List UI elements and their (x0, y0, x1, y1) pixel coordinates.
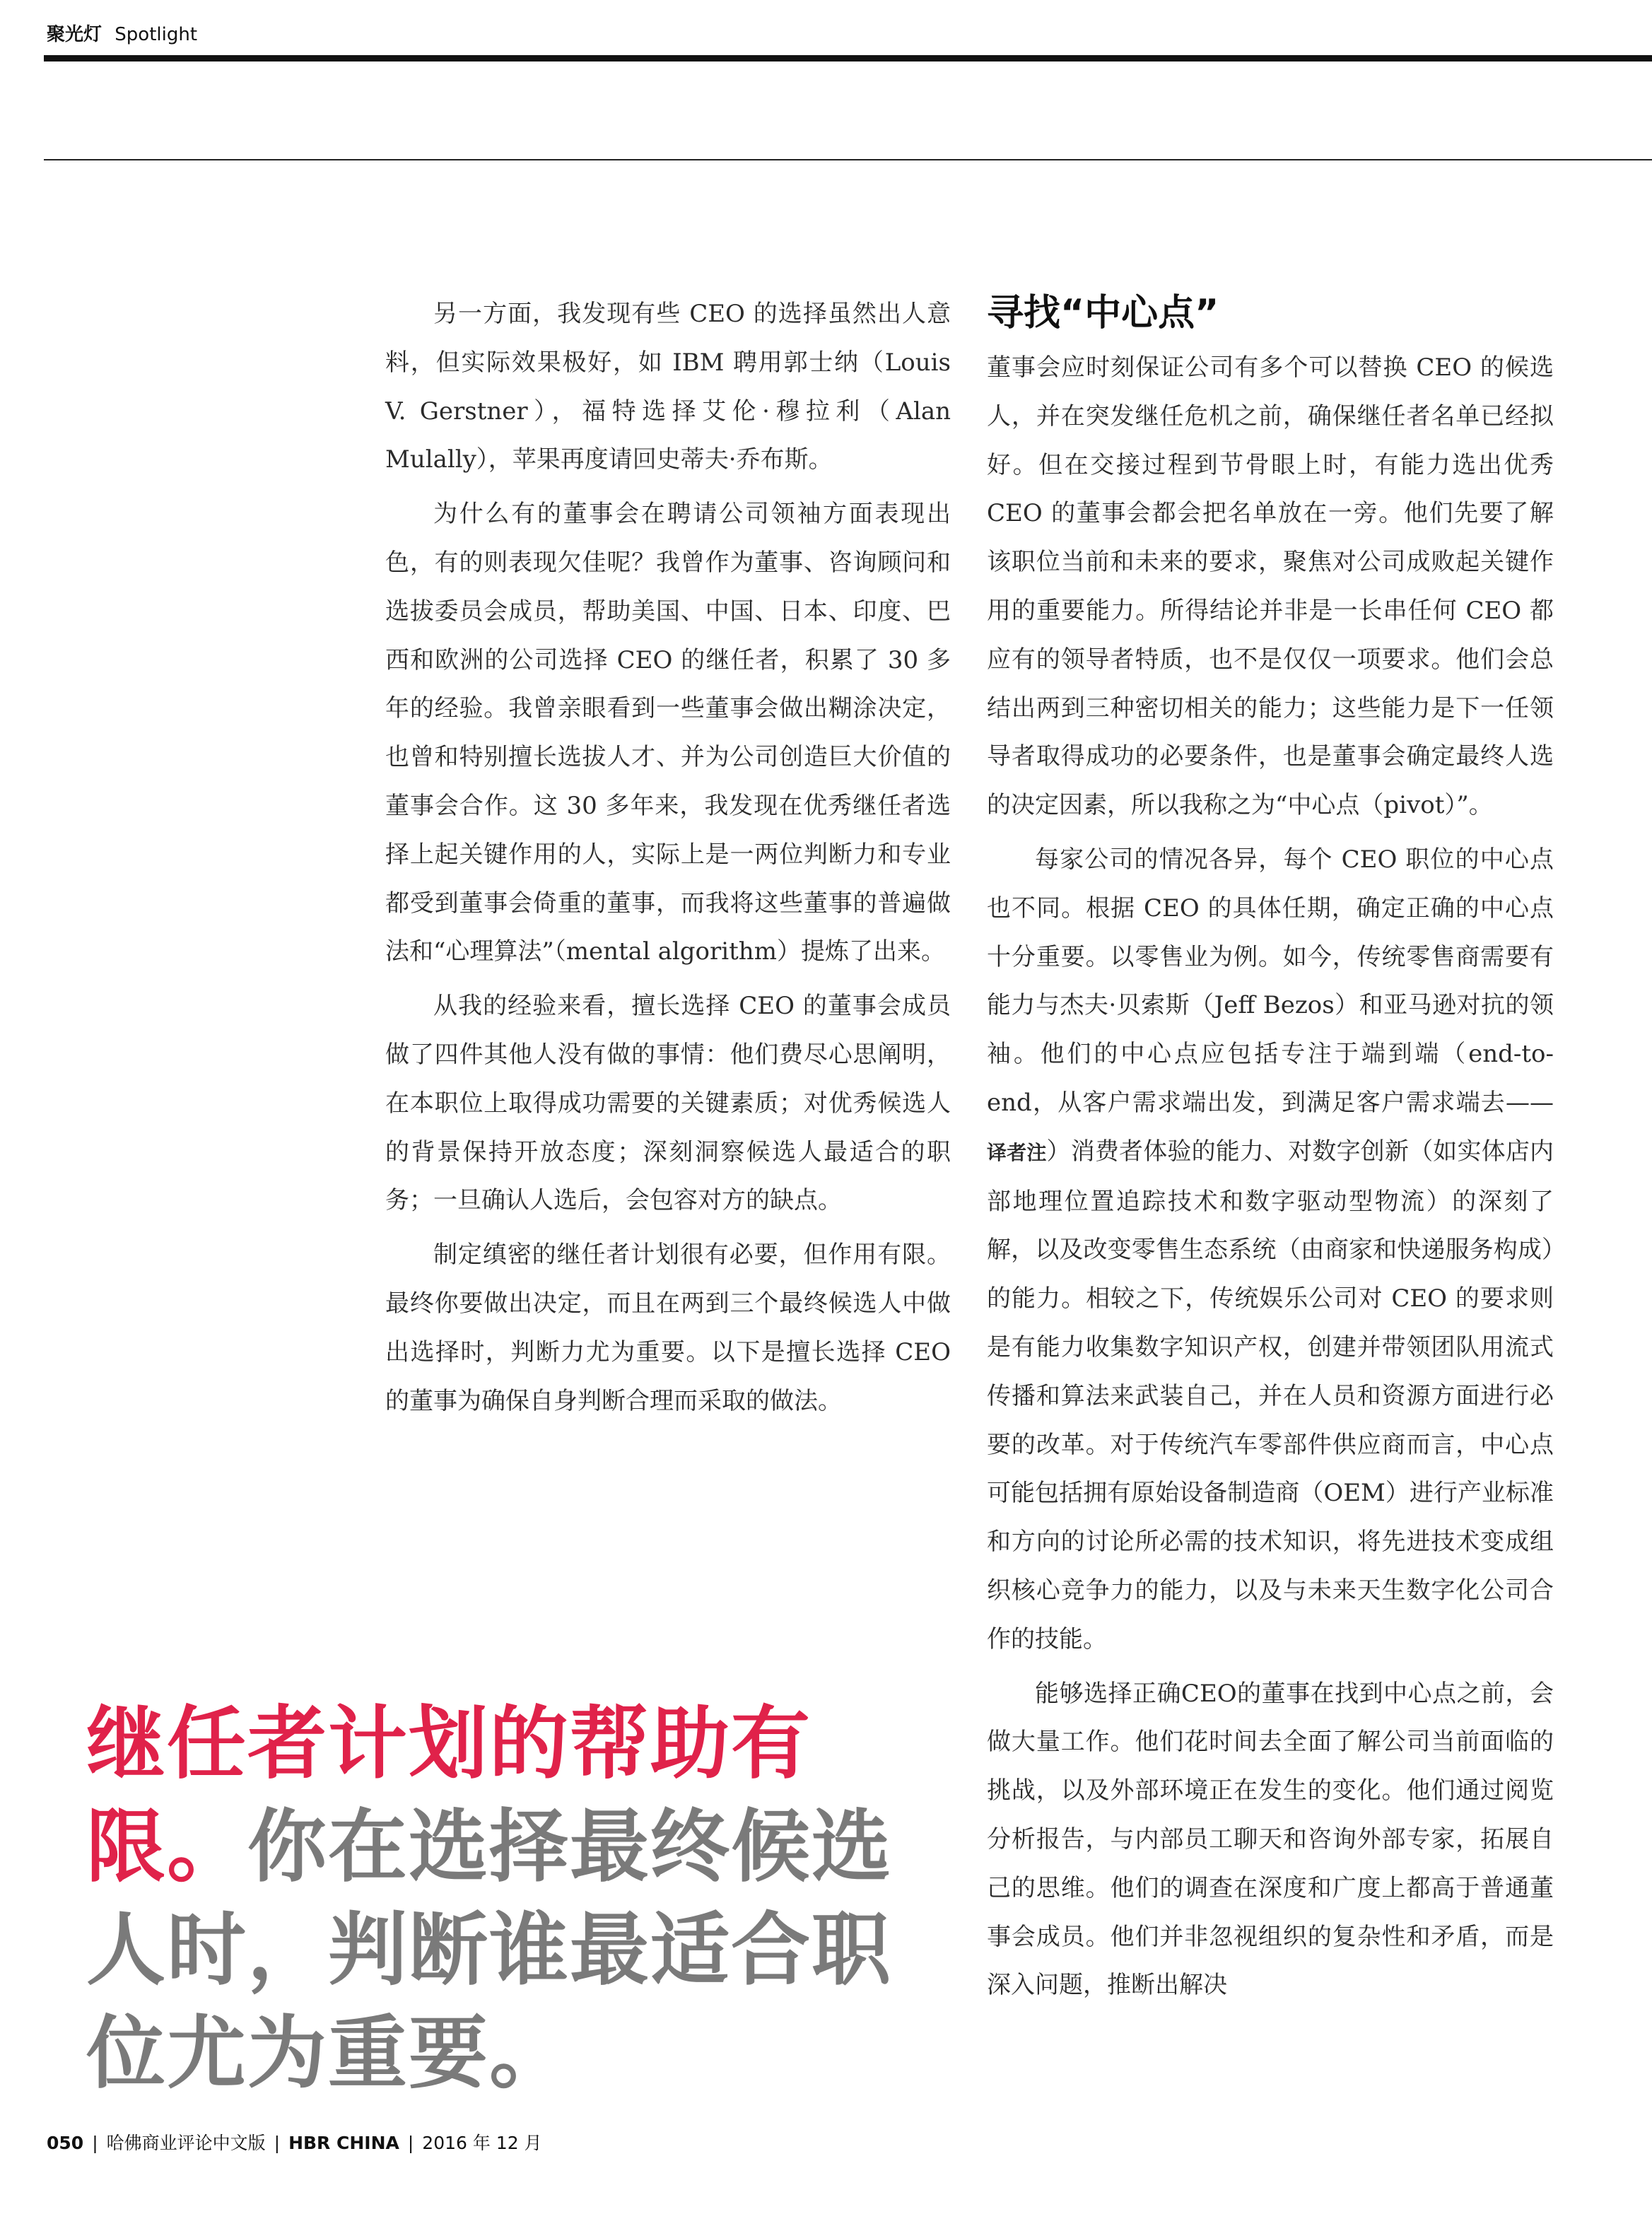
issue-date: 2016 年 12 月 (422, 2133, 542, 2153)
header-rule (44, 55, 1652, 62)
section-label-cn: 聚光灯 (47, 24, 102, 45)
pull-quote-body: 你在选择最终候选人时，判断谁最适合职位尤为重要。 (86, 1800, 892, 2099)
footer-separator: | (407, 2133, 414, 2153)
footer-separator: | (274, 2133, 281, 2153)
header-subrule (44, 159, 1652, 160)
section-heading: 寻找“中心点” (987, 292, 1219, 334)
paragraph: 能够选择正确CEO的董事在找到中心点之前，会做大量工作。他们花时间去全面了解公司当前面临的挑战，以及外部环境正在发生的变化。他们通过阅览分析报告，与内部员工聊天和咨询外部专家，拓展自己的思维。他们的调查在深度和广度上都高于普通董事会成员。他们并非忽视组织的复杂性和矛盾，而是深入问题，推断出解决 (987, 1679, 1554, 2000)
section-header (47, 20, 197, 46)
paragraph (987, 836, 1554, 1664)
magazine-name-en: HBR CHINA (288, 2133, 399, 2153)
paragraph-text: ）消费者体验的能力、对数字创新（如实体店内部地理位置追踪技术和数字驱动型物流）的深刻了解，以及改变零售生态系统（由商家和快递服务构成）的能力。相较之下，传统娱乐公司对 CEO 的要求则是有能力收集数字知识产权，创建并带领团队用流式传播和算法来武装自己，并在人员和资源方面进行必要的改革。对于传统汽车零部件供应商而言，中心点可能包括拥有原始设备制造商（OEM）进行产业标准和方向的讨论所必需的技术知识，将先进技术变成组织核心竞争力的能力，以及与未来天生数字化公司合作的技能。 (987, 1137, 1554, 1653)
page-number: 050 (47, 2133, 84, 2153)
paragraph: 为什么有的董事会在聘请公司领袖方面表现出色，有的则表现欠佳呢？我曾作为董事、咨询顾问和选拔委员会成员，帮助美国、中国、日本、印度、巴西和欧洲的公司选择 CEO 的继任者，积累了 30 多年的经验。我曾亲眼看到一些董事会做出糊涂决定，也曾和特别擅长选拔人才、并为公司创造巨大价值的董事会合作。这 30 多年来，我发现在优秀继任者选择上起关键作用的人，实际上是一两位判断力和专业都受到董事会倚重的董事，而我将这些董事的普遍做法和“心理算法”（mental algorithm）提炼了出来。 (385, 500, 951, 966)
footer-separator: | (92, 2133, 98, 2153)
translator-note: 译者注 (987, 1140, 1047, 1164)
paragraph: 从我的经验来看，擅长选择 CEO 的董事会成员做了四件其他人没有做的事情：他们费尽心思阐明，在本职位上取得成功需要的关键素质；对优秀候选人的背景保持开放态度；深刻洞察候选人最适合的职务；一旦确认人选后，会包容对方的缺点。 (385, 992, 951, 1215)
pull-quote-highlight: 继任者计划的帮助有限。 (86, 1697, 812, 1893)
paragraph: 制定缜密的继任者计划很有必要，但作用有限。最终你要做出决定，而且在两到三个最终候选人中做出选择时，判断力尤为重要。以下是擅长选择 CEO 的董事为确保自身判断合理而采取的做法。 (385, 1241, 951, 1415)
pull-quote (86, 1692, 956, 2105)
paragraph: 董事会应时刻保证公司有多个可以替换 CEO 的候选人，并在突发继任危机之前，确保继任者名单已经拟好。但在交接过程到节骨眼上时，有能力选出优秀 CEO 的董事会都会把名单放在一旁。他们先要了解该职位当前和未来的要求，聚焦对公司成败起关键作用的重要能力。所得结论并非是一长串任何 CEO 都应有的领导者特质，也不是仅仅一项要求。他们会总结出两到三种密切相关的能力；这些能力是下一任领导者取得成功的必要条件，也是董事会确定最终人选的决定因素，所以我称之为“中心点（pivot）”。 (987, 353, 1554, 820)
section-label-en: Spotlight (115, 24, 198, 45)
magazine-name-cn: 哈佛商业评论中文版 (106, 2133, 266, 2153)
paragraph-text: 每家公司的情况各异，每个 CEO 职位的中心点也不同。根据 CEO 的具体任期，确定正确的中心点十分重要。以零售业为例。如今，传统零售商需要有能力与杰夫·贝索斯（Jeff Bezos）和亚马逊对抗的领袖。他们的中心点应包括专注于端到端（end-to-end，从客户需求端出发，到满足客户需求端去—— (987, 845, 1554, 1117)
page-footer (47, 2129, 542, 2155)
paragraph: 另一方面，我发现有些 CEO 的选择虽然出人意料，但实际效果极好，如 IBM 聘用郭士纳（Louis V. Gerstner），福特选择艾伦·穆拉利（Alan Mulally），苹果再度请回史蒂夫·乔布斯。 (385, 300, 951, 474)
right-column (987, 344, 1554, 2015)
left-column (385, 290, 951, 1431)
